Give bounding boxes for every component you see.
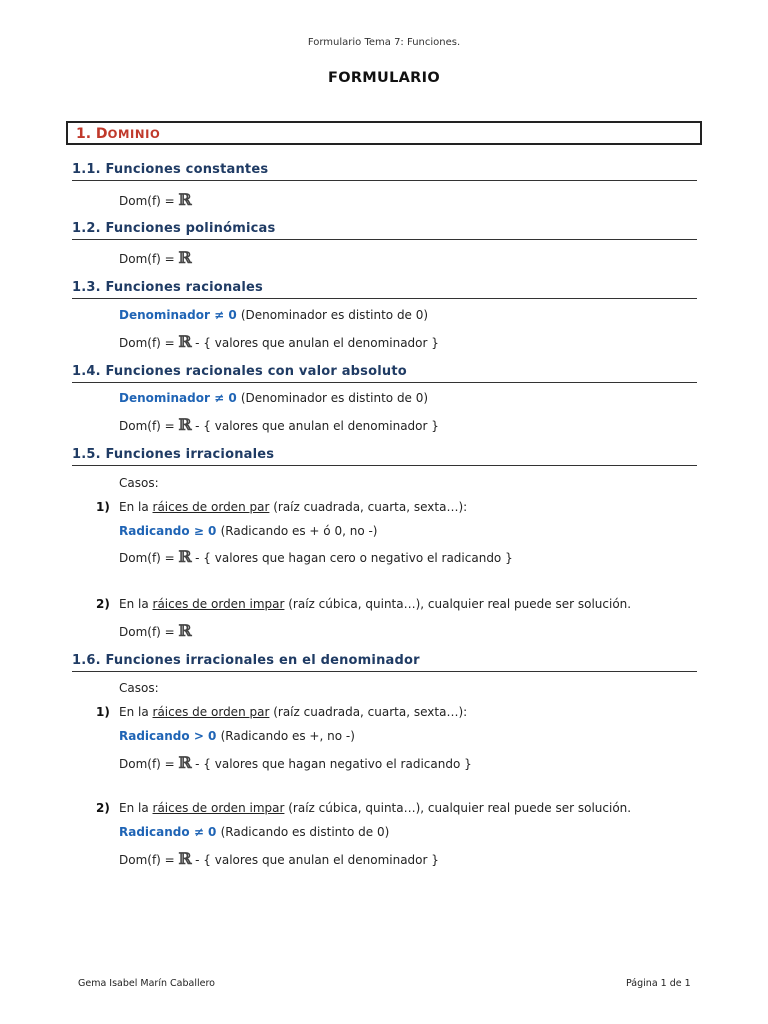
dom-prefix: Dom(f) = bbox=[119, 252, 179, 266]
dom-exclusion: - { valores que hagan negativo el radicando } bbox=[191, 757, 472, 771]
radicando-condition: ≠ 0 bbox=[189, 825, 221, 839]
subsection-1-4-heading: 1.4. Funciones racionales con valor absoluto bbox=[72, 364, 697, 383]
subsection-1-2-heading: 1.2. Funciones polinómicas bbox=[72, 221, 697, 240]
dom-exclusion: - { valores que anulan el denominador } bbox=[191, 419, 439, 433]
reals-symbol: ℝ bbox=[178, 248, 192, 267]
case-number: 2) bbox=[96, 597, 110, 611]
condition-line-1-6-1 bbox=[119, 729, 355, 743]
casos-label: Casos: bbox=[119, 476, 159, 490]
condition-note: (Denominador es distinto de 0) bbox=[240, 308, 429, 322]
raices-impar-term: ráices de orden impar bbox=[152, 801, 285, 815]
radicando-condition: > 0 bbox=[189, 729, 221, 743]
casos-label: Casos: bbox=[119, 681, 159, 695]
reals-symbol: ℝ bbox=[178, 621, 192, 640]
running-header: Formulario Tema 7: Funciones. bbox=[307, 37, 461, 48]
dom-line-1-5-1 bbox=[119, 547, 513, 566]
dom-line-1-4 bbox=[119, 415, 439, 434]
dom-prefix: Dom(f) = bbox=[119, 419, 179, 433]
dom-prefix: Dom(f) = bbox=[119, 757, 179, 771]
not-equal-zero: ≠ 0 bbox=[209, 391, 241, 405]
denominador-label: Denominador bbox=[119, 391, 210, 405]
radicando-condition: ≥ 0 bbox=[189, 524, 221, 538]
subsection-1-1-heading: 1.1. Funciones constantes bbox=[72, 162, 697, 181]
reals-symbol: ℝ bbox=[178, 849, 192, 868]
not-equal-zero: ≠ 0 bbox=[209, 308, 241, 322]
case-1-5-2-text bbox=[119, 597, 631, 611]
case-intro: En la bbox=[119, 500, 153, 514]
subsection-1-3-heading: 1.3. Funciones racionales bbox=[72, 280, 697, 299]
condition-note: (Radicando es distinto de 0) bbox=[220, 825, 390, 839]
case-description: (raíz cúbica, quinta…), cualquier real puede ser solución. bbox=[284, 597, 632, 611]
raices-par-term: ráices de orden par bbox=[152, 705, 270, 719]
dom-line-1-6-1 bbox=[119, 753, 472, 772]
condition-line-1-6-2 bbox=[119, 825, 389, 839]
case-1-6-2-text bbox=[119, 801, 631, 815]
reals-symbol: ℝ bbox=[178, 753, 192, 772]
case-description: (raíz cúbica, quinta…), cualquier real puede ser solución. bbox=[284, 801, 632, 815]
raices-impar-term: ráices de orden impar bbox=[152, 597, 285, 611]
dom-line-1-1 bbox=[119, 190, 191, 209]
condition-line-1-3 bbox=[119, 308, 428, 322]
reals-symbol: ℝ bbox=[178, 547, 192, 566]
section-heading-dominio bbox=[66, 121, 702, 145]
subsection-1-5-heading: 1.5. Funciones irracionales bbox=[72, 447, 697, 466]
dom-line-1-3 bbox=[119, 332, 439, 351]
case-number: 1) bbox=[96, 500, 110, 514]
reals-symbol: ℝ bbox=[178, 190, 192, 209]
dom-exclusion: - { valores que anulan el denominador } bbox=[191, 336, 439, 350]
raices-par-term: ráices de orden par bbox=[152, 500, 270, 514]
condition-line-1-4 bbox=[119, 391, 428, 405]
case-intro: En la bbox=[119, 597, 153, 611]
dom-prefix: Dom(f) = bbox=[119, 551, 179, 565]
radicando-label: Radicando bbox=[119, 524, 190, 538]
dom-exclusion: - { valores que hagan cero o negativo el radicando } bbox=[191, 551, 513, 565]
footer-author: Gema Isabel Marín Caballero bbox=[78, 978, 215, 989]
dom-line-1-6-2 bbox=[119, 849, 439, 868]
radicando-label: Radicando bbox=[119, 825, 190, 839]
case-1-5-1-text bbox=[119, 500, 467, 514]
dom-prefix: Dom(f) = bbox=[119, 853, 179, 867]
condition-line-1-5-1 bbox=[119, 524, 377, 538]
case-intro: En la bbox=[119, 705, 153, 719]
denominador-label: Denominador bbox=[119, 308, 210, 322]
condition-note: (Radicando es + ó 0, no -) bbox=[220, 524, 378, 538]
condition-note: (Denominador es distinto de 0) bbox=[240, 391, 429, 405]
radicando-label: Radicando bbox=[119, 729, 190, 743]
case-description: (raíz cuadrada, cuarta, sexta…): bbox=[269, 705, 468, 719]
section-name: OMINIO bbox=[107, 127, 161, 141]
section-number: 1. D bbox=[76, 126, 108, 142]
reals-symbol: ℝ bbox=[178, 332, 192, 351]
dom-line-1-2 bbox=[119, 248, 191, 267]
dom-prefix: Dom(f) = bbox=[119, 336, 179, 350]
case-number: 1) bbox=[96, 705, 110, 719]
dom-line-1-5-2 bbox=[119, 621, 191, 640]
dom-prefix: Dom(f) = bbox=[119, 194, 179, 208]
case-1-6-1-text bbox=[119, 705, 467, 719]
footer-page-number: Página 1 de 1 bbox=[626, 978, 691, 989]
dom-prefix: Dom(f) = bbox=[119, 625, 179, 639]
dom-exclusion: - { valores que anulan el denominador } bbox=[191, 853, 439, 867]
case-description: (raíz cuadrada, cuarta, sexta…): bbox=[269, 500, 468, 514]
case-number: 2) bbox=[96, 801, 110, 815]
condition-note: (Radicando es +, no -) bbox=[220, 729, 355, 743]
page-title: FORMULARIO bbox=[328, 70, 440, 86]
reals-symbol: ℝ bbox=[178, 415, 192, 434]
case-intro: En la bbox=[119, 801, 153, 815]
subsection-1-6-heading: 1.6. Funciones irracionales en el denominador bbox=[72, 653, 697, 672]
